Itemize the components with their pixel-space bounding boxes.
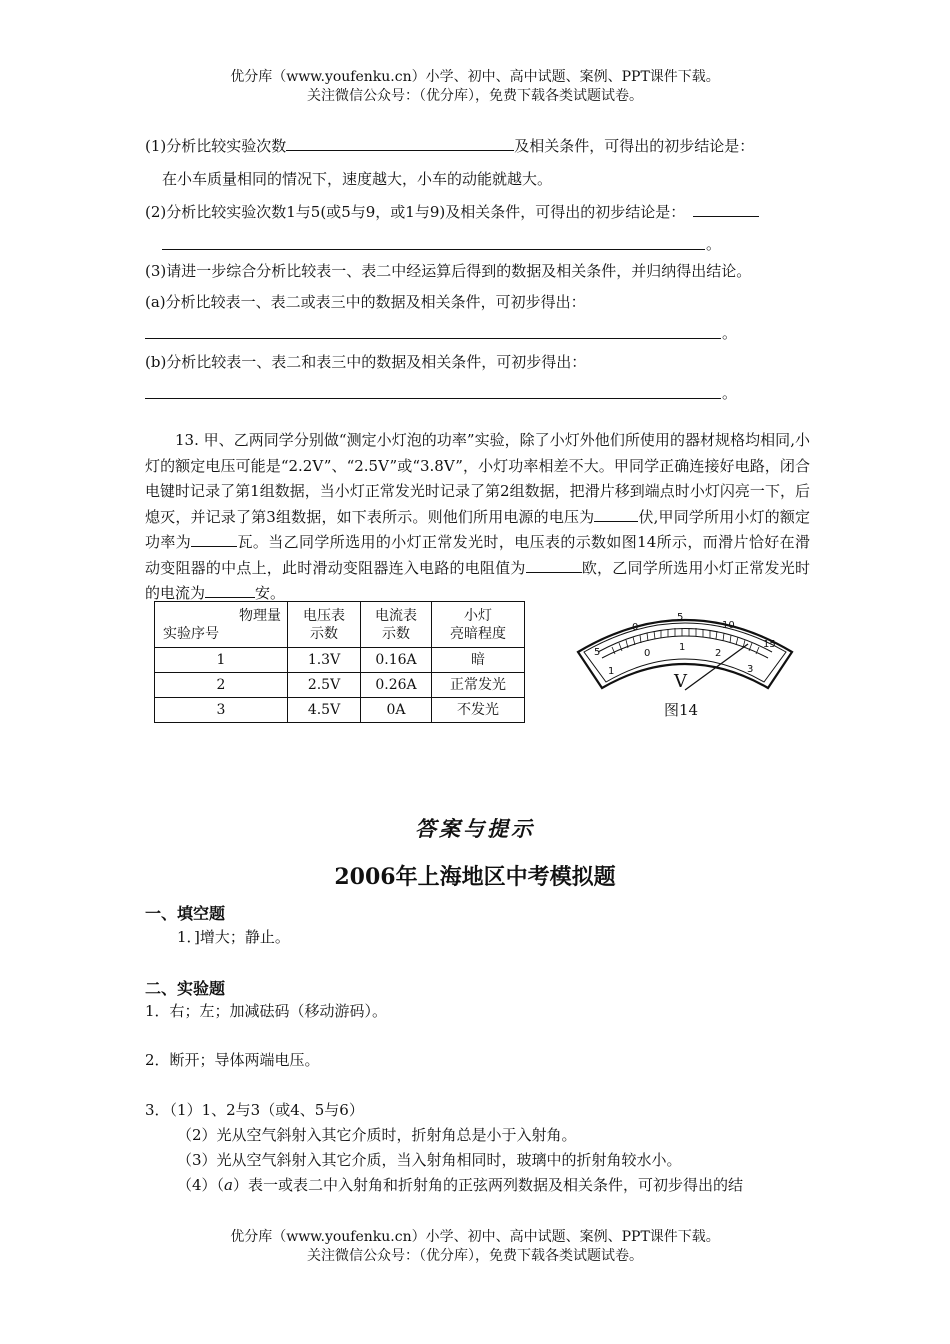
q12-part1-prefix: (1)分析比较实验次数 bbox=[145, 137, 287, 155]
q12-answer-line-a[interactable] bbox=[145, 338, 721, 339]
q13-text-5: 安。 bbox=[255, 584, 286, 602]
meter-inner-3: 3 bbox=[747, 664, 754, 675]
q13-blank-current[interactable] bbox=[205, 583, 255, 598]
q13-blank-voltage[interactable] bbox=[594, 507, 638, 522]
answer-fill-1: 1．]增大；静止。 bbox=[177, 928, 290, 946]
meter-outer-10: 10 bbox=[722, 620, 735, 631]
q13-text-2: 伏,甲同学所用小灯的额定功率为 bbox=[145, 507, 810, 551]
meter-inner-left: 1 bbox=[608, 666, 615, 677]
q12-part1-suffix: 及相关条件，可得出的初步结论是： bbox=[514, 137, 755, 155]
q13-question bbox=[145, 428, 810, 607]
answers-subtitle: 2006年上海地区中考模拟题 bbox=[334, 864, 616, 890]
q12-part2 bbox=[145, 202, 759, 222]
section-fill-blank: 一、填空题 bbox=[145, 904, 226, 923]
meter-unit: V bbox=[674, 671, 687, 692]
q13-blank-resistance[interactable] bbox=[526, 558, 582, 573]
header-current: 电流表 示数 bbox=[361, 602, 432, 648]
q12-part1 bbox=[145, 136, 754, 156]
answer-exp-3-4: （4）（a）表一或表二中入射角和折射角的正弦两列数据及相关条件，可初步得出的结 bbox=[177, 1176, 744, 1194]
q12-answer-line-2[interactable] bbox=[162, 249, 705, 250]
q12-answer-line-b[interactable] bbox=[145, 398, 721, 399]
meter-inner-0: 0 bbox=[644, 648, 651, 659]
period-3: 。 bbox=[722, 384, 738, 402]
q13-text-1: 13. 甲、乙两同学分别做“测定小灯泡的功率”实验，除了小灯外他们所使用的器材规格均相同,小灯的额定电压可能是“2.2V”、“2.5V”或“3.8V”，小灯功率相差不大。甲同学正确连接好电路，闭合电键时记录了第1组数据，当小灯正常发光时记录了第2组数据，把滑片移到端点时小灯闪亮一下，后熄灭，并记录了第3组数据，如下表所示。则他们所用电源的电压为 bbox=[145, 431, 810, 526]
meter-outer-5: 5 bbox=[677, 612, 684, 623]
header-line-1: 优分库（www.youfenku.cn）小学、初中、高中试题、案例、PPT课件下载。 bbox=[230, 69, 720, 85]
answer-exp-3: 3．（1）1、2与3（或4、5与6） bbox=[145, 1101, 364, 1119]
q12-part-b: (b)分析比较表一、表二和表三中的数据及相关条件，可初步得出： bbox=[145, 353, 587, 371]
footer-line-1: 优分库（www.youfenku.cn）小学、初中、高中试题、案例、PPT课件下载。 bbox=[230, 1229, 720, 1245]
header-brightness: 小灯 亮暗程度 bbox=[432, 602, 525, 648]
answers-title: 答案与提示 bbox=[415, 816, 535, 841]
q12-blank-1[interactable] bbox=[286, 136, 514, 151]
period-1: 。 bbox=[706, 235, 722, 253]
q13-text-3: 瓦。当乙同学所选用的小灯正常发光时，电压表的示数如图14所示，而滑片恰好在滑动变阻器的中点上，此时滑动变阻器连入电路的电阻值为 bbox=[145, 533, 810, 577]
answer-exp-1: 1．右；左；加减砝码（移动游码）。 bbox=[145, 1002, 388, 1020]
q13-text-4: 欧，乙同学所选用小灯正常发光时的电流为 bbox=[145, 558, 810, 602]
q12-blank-2[interactable] bbox=[693, 202, 759, 217]
header-voltage: 电压表 示数 bbox=[288, 602, 361, 648]
q12-part2-text: (2)分析比较实验次数1与5(或5与9，或1与9)及相关条件，可得出的初步结论是： bbox=[145, 203, 686, 221]
q12-part1-conclusion: 在小车质量相同的情况下，速度越大，小车的动能就越大。 bbox=[162, 170, 553, 188]
meter-inner-2: 2 bbox=[715, 648, 722, 659]
data-table bbox=[154, 601, 525, 723]
table-corner-cell bbox=[155, 602, 288, 648]
corner-bottom-label: 实验序号 bbox=[163, 625, 219, 642]
q12-part3: (3)请进一步综合分析比较表一、表二中经运算后得到的数据及相关条件，并归纳得出结论。 bbox=[145, 262, 752, 280]
meter-label-left: 5 bbox=[594, 647, 601, 658]
meter-outer-0: 0 bbox=[632, 622, 639, 633]
answer-exp-3-2: （2）光从空气斜射入其它介质时，折射角总是小于入射角。 bbox=[177, 1126, 577, 1144]
figure-caption: 图14 bbox=[664, 701, 699, 719]
corner-top-label: 物理量 bbox=[239, 607, 281, 624]
table-row: 3 4.5V 0A 不发光 bbox=[155, 698, 525, 723]
section-experiment: 二、实验题 bbox=[145, 979, 226, 998]
q13-blank-power[interactable] bbox=[191, 532, 237, 547]
table-row: 1 1.3V 0.16A 暗 bbox=[155, 648, 525, 673]
meter-outer-15: 15 bbox=[763, 639, 776, 650]
meter-inner-1: 1 bbox=[679, 642, 686, 653]
header-line-2: 关注微信公众号：（优分库），免费下载各类试题试卷。 bbox=[307, 88, 643, 104]
answer-exp-2: 2．断开；导体两端电压。 bbox=[145, 1051, 320, 1069]
answer-exp-3-3: （3）光从空气斜射入其它介质，当入射角相同时，玻璃中的折射角较水小。 bbox=[177, 1151, 682, 1169]
period-2: 。 bbox=[722, 324, 738, 342]
table-row: 2 2.5V 0.26A 正常发光 bbox=[155, 673, 525, 698]
q12-part-a: (a)分析比较表一、表二或表三中的数据及相关条件，可初步得出： bbox=[145, 293, 586, 311]
footer-line-2: 关注微信公众号：（优分库），免费下载各类试题试卷。 bbox=[307, 1248, 643, 1264]
